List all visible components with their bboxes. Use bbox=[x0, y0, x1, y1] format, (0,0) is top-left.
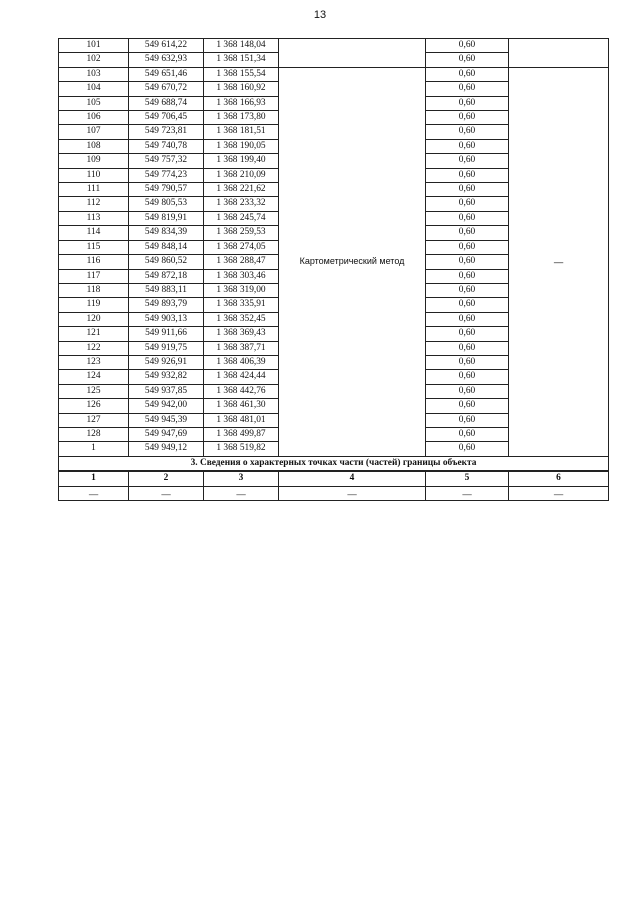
y-coordinate-cell: 1 368 160,92 bbox=[204, 82, 279, 96]
point-number-cell: 108 bbox=[59, 139, 129, 153]
x-coordinate-cell: 549 883,11 bbox=[129, 283, 204, 297]
y-coordinate-cell: 1 368 369,43 bbox=[204, 327, 279, 341]
x-coordinate-cell: 549 723,81 bbox=[129, 125, 204, 139]
section-3-title: 3. Сведения о характерных точках части (частей) границы объекта bbox=[59, 456, 609, 471]
y-coordinate-cell: 1 368 319,00 bbox=[204, 283, 279, 297]
x-coordinate-cell: 549 632,93 bbox=[129, 53, 204, 67]
x-coordinate-cell: 549 947,69 bbox=[129, 427, 204, 441]
point-number-cell: 111 bbox=[59, 183, 129, 197]
point-number-cell: 110 bbox=[59, 168, 129, 182]
column-number: 1 bbox=[59, 471, 129, 486]
point-number-cell: 121 bbox=[59, 327, 129, 341]
y-coordinate-cell: 1 368 190,05 bbox=[204, 139, 279, 153]
column-number: 3 bbox=[204, 471, 279, 486]
x-coordinate-cell: 549 651,46 bbox=[129, 67, 204, 81]
x-coordinate-cell: 549 937,85 bbox=[129, 384, 204, 398]
accuracy-cell: 0,60 bbox=[426, 96, 509, 110]
page-number: 13 bbox=[313, 9, 327, 21]
point-number-cell: 109 bbox=[59, 154, 129, 168]
point-number-cell: 115 bbox=[59, 240, 129, 254]
accuracy-cell: 0,60 bbox=[426, 53, 509, 67]
accuracy-cell: 0,60 bbox=[426, 283, 509, 297]
x-coordinate-cell: 549 860,52 bbox=[129, 255, 204, 269]
x-coordinate-cell: 549 926,91 bbox=[129, 355, 204, 369]
y-coordinate-cell: 1 368 259,53 bbox=[204, 226, 279, 240]
x-coordinate-cell: 549 949,12 bbox=[129, 442, 204, 456]
point-number-cell: 116 bbox=[59, 255, 129, 269]
y-coordinate-cell: 1 368 352,45 bbox=[204, 312, 279, 326]
y-coordinate-cell: 1 368 199,40 bbox=[204, 154, 279, 168]
empty-dash-cell: — bbox=[279, 486, 426, 500]
x-coordinate-cell: 549 790,57 bbox=[129, 183, 204, 197]
x-coordinate-cell: 549 872,18 bbox=[129, 269, 204, 283]
accuracy-cell: 0,60 bbox=[426, 240, 509, 254]
accuracy-cell: 0,60 bbox=[426, 355, 509, 369]
x-coordinate-cell: 549 942,00 bbox=[129, 399, 204, 413]
accuracy-cell: 0,60 bbox=[426, 39, 509, 53]
point-number-cell: 126 bbox=[59, 399, 129, 413]
point-number-cell: 118 bbox=[59, 283, 129, 297]
y-coordinate-cell: 1 368 233,32 bbox=[204, 197, 279, 211]
column-number: 6 bbox=[509, 471, 609, 486]
table-row bbox=[59, 67, 609, 81]
x-coordinate-cell: 549 919,75 bbox=[129, 341, 204, 355]
accuracy-cell: 0,60 bbox=[426, 67, 509, 81]
point-number-cell: 124 bbox=[59, 370, 129, 384]
y-coordinate-cell: 1 368 151,34 bbox=[204, 53, 279, 67]
point-number-cell: 112 bbox=[59, 197, 129, 211]
accuracy-cell: 0,60 bbox=[426, 197, 509, 211]
point-number-cell: 119 bbox=[59, 298, 129, 312]
x-coordinate-cell: 549 805,53 bbox=[129, 197, 204, 211]
accuracy-cell: 0,60 bbox=[426, 269, 509, 283]
accuracy-cell: 0,60 bbox=[426, 399, 509, 413]
empty-dash-cell: — bbox=[129, 486, 204, 500]
point-number-cell: 101 bbox=[59, 39, 129, 53]
empty-dash-cell: — bbox=[509, 486, 609, 500]
point-number-cell: 102 bbox=[59, 53, 129, 67]
y-coordinate-cell: 1 368 424,44 bbox=[204, 370, 279, 384]
x-coordinate-cell: 549 819,91 bbox=[129, 211, 204, 225]
accuracy-cell: 0,60 bbox=[426, 427, 509, 441]
x-coordinate-cell: 549 740,78 bbox=[129, 139, 204, 153]
point-number-cell: 106 bbox=[59, 111, 129, 125]
y-coordinate-cell: 1 368 166,93 bbox=[204, 96, 279, 110]
point-number-cell: 1 bbox=[59, 442, 129, 456]
x-coordinate-cell: 549 688,74 bbox=[129, 96, 204, 110]
x-coordinate-cell: 549 893,79 bbox=[129, 298, 204, 312]
y-coordinate-cell: 1 368 481,01 bbox=[204, 413, 279, 427]
x-coordinate-cell: 549 945,39 bbox=[129, 413, 204, 427]
point-number-cell: 122 bbox=[59, 341, 129, 355]
section-header-row bbox=[59, 456, 609, 471]
column-number: 4 bbox=[279, 471, 426, 486]
y-coordinate-cell: 1 368 519,82 bbox=[204, 442, 279, 456]
accuracy-cell: 0,60 bbox=[426, 168, 509, 182]
accuracy-cell: 0,60 bbox=[426, 327, 509, 341]
accuracy-cell: 0,60 bbox=[426, 298, 509, 312]
y-coordinate-cell: 1 368 335,91 bbox=[204, 298, 279, 312]
y-coordinate-cell: 1 368 181,51 bbox=[204, 125, 279, 139]
accuracy-cell: 0,60 bbox=[426, 139, 509, 153]
table-row bbox=[59, 39, 609, 53]
method-cell: Картометрический метод bbox=[279, 67, 426, 456]
point-number-cell: 127 bbox=[59, 413, 129, 427]
accuracy-cell: 0,60 bbox=[426, 370, 509, 384]
y-coordinate-cell: 1 368 274,05 bbox=[204, 240, 279, 254]
accuracy-cell: 0,60 bbox=[426, 226, 509, 240]
y-coordinate-cell: 1 368 221,62 bbox=[204, 183, 279, 197]
y-coordinate-cell: 1 368 173,80 bbox=[204, 111, 279, 125]
y-coordinate-cell: 1 368 148,04 bbox=[204, 39, 279, 53]
point-number-cell: 117 bbox=[59, 269, 129, 283]
accuracy-cell: 0,60 bbox=[426, 341, 509, 355]
empty-dash-cell: — bbox=[426, 486, 509, 500]
y-coordinate-cell: 1 368 387,71 bbox=[204, 341, 279, 355]
x-coordinate-cell: 549 848,14 bbox=[129, 240, 204, 254]
x-coordinate-cell: 549 932,82 bbox=[129, 370, 204, 384]
empty-row bbox=[59, 486, 609, 500]
accuracy-cell: 0,60 bbox=[426, 154, 509, 168]
x-coordinate-cell: 549 774,23 bbox=[129, 168, 204, 182]
accuracy-cell: 0,60 bbox=[426, 82, 509, 96]
point-number-cell: 128 bbox=[59, 427, 129, 441]
table-body bbox=[59, 39, 609, 501]
x-coordinate-cell: 549 911,66 bbox=[129, 327, 204, 341]
y-coordinate-cell: 1 368 210,09 bbox=[204, 168, 279, 182]
x-coordinate-cell: 549 834,39 bbox=[129, 226, 204, 240]
boundary-points-table bbox=[58, 38, 609, 501]
accuracy-cell: 0,60 bbox=[426, 183, 509, 197]
description-cell: — bbox=[509, 67, 609, 456]
x-coordinate-cell: 549 614,22 bbox=[129, 39, 204, 53]
accuracy-cell: 0,60 bbox=[426, 125, 509, 139]
point-number-cell: 123 bbox=[59, 355, 129, 369]
y-coordinate-cell: 1 368 461,30 bbox=[204, 399, 279, 413]
y-coordinate-cell: 1 368 303,46 bbox=[204, 269, 279, 283]
accuracy-cell: 0,60 bbox=[426, 255, 509, 269]
x-coordinate-cell: 549 757,32 bbox=[129, 154, 204, 168]
point-number-cell: 113 bbox=[59, 211, 129, 225]
point-number-cell: 120 bbox=[59, 312, 129, 326]
empty-dash-cell: — bbox=[204, 486, 279, 500]
empty-dash-cell: — bbox=[59, 486, 129, 500]
point-number-cell: 105 bbox=[59, 96, 129, 110]
y-coordinate-cell: 1 368 442,76 bbox=[204, 384, 279, 398]
point-number-cell: 103 bbox=[59, 67, 129, 81]
accuracy-cell: 0,60 bbox=[426, 384, 509, 398]
y-coordinate-cell: 1 368 245,74 bbox=[204, 211, 279, 225]
point-number-cell: 107 bbox=[59, 125, 129, 139]
y-coordinate-cell: 1 368 406,39 bbox=[204, 355, 279, 369]
x-coordinate-cell: 549 670,72 bbox=[129, 82, 204, 96]
y-coordinate-cell: 1 368 499,87 bbox=[204, 427, 279, 441]
column-numbers-row bbox=[59, 471, 609, 486]
method-cell-empty bbox=[279, 39, 426, 68]
accuracy-cell: 0,60 bbox=[426, 442, 509, 456]
point-number-cell: 104 bbox=[59, 82, 129, 96]
column-number: 5 bbox=[426, 471, 509, 486]
y-coordinate-cell: 1 368 155,54 bbox=[204, 67, 279, 81]
accuracy-cell: 0,60 bbox=[426, 211, 509, 225]
y-coordinate-cell: 1 368 288,47 bbox=[204, 255, 279, 269]
column-number: 2 bbox=[129, 471, 204, 486]
point-number-cell: 125 bbox=[59, 384, 129, 398]
description-cell-empty bbox=[509, 39, 609, 68]
accuracy-cell: 0,60 bbox=[426, 312, 509, 326]
point-number-cell: 114 bbox=[59, 226, 129, 240]
accuracy-cell: 0,60 bbox=[426, 111, 509, 125]
accuracy-cell: 0,60 bbox=[426, 413, 509, 427]
x-coordinate-cell: 549 706,45 bbox=[129, 111, 204, 125]
x-coordinate-cell: 549 903,13 bbox=[129, 312, 204, 326]
